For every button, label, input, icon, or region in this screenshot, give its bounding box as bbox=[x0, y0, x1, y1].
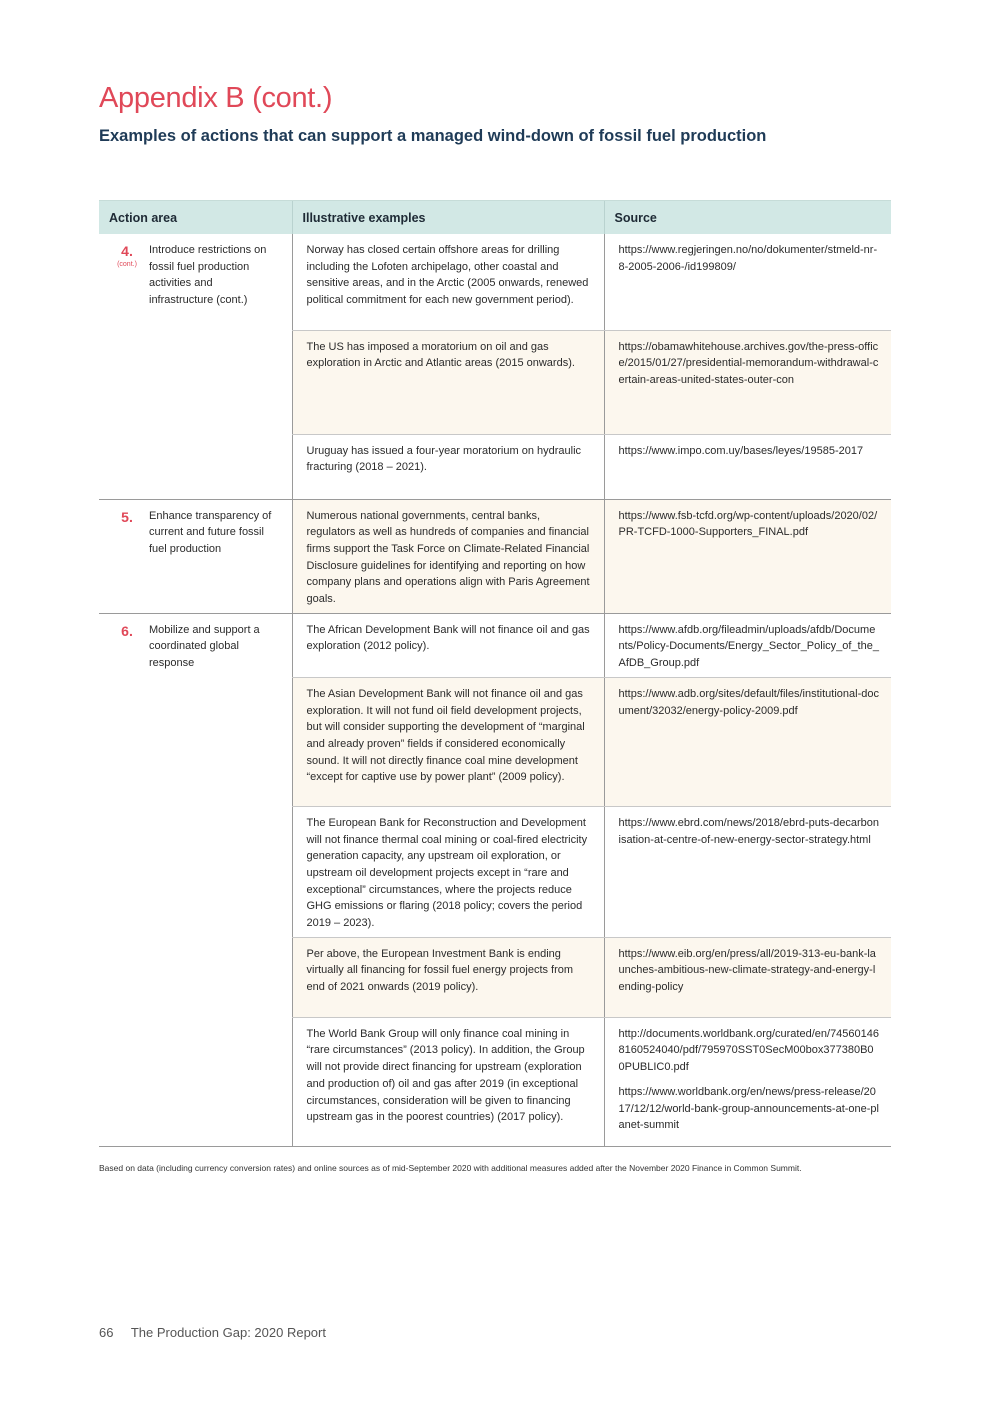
source-link[interactable]: https://www.eib.org/en/press/all/2019-313-eu-bank-launches-ambitious-new-climate-strategy-and-energy-lending-policy bbox=[618, 947, 876, 994]
source-link[interactable]: https://www.regjeringen.no/no/dokumenter/stmeld-nr-8-2005-2006-/id199809/ bbox=[618, 244, 878, 273]
footnote: Based on data (including currency conversion rates) and online sources as of mid-September 2020 with additional measures added after the November 2020 Finance in Common Summit. bbox=[99, 1163, 802, 1173]
source-cell bbox=[604, 677, 891, 806]
source-link[interactable]: https://obamawhitehouse.archives.gov/the-press-office/2015/01/27/presidential-memorandum-withdrawal-certain-areas-united-states-outer-con bbox=[618, 340, 879, 386]
source-cell bbox=[604, 434, 891, 499]
action-area-text: Enhance transparency of current and future fossil fuel production bbox=[149, 509, 272, 555]
source-link[interactable]: https://www.ebrd.com/news/2018/ebrd-puts-decarbonisation-at-centre-of-new-energy-sector-strategy.html bbox=[618, 816, 879, 846]
source-cell bbox=[604, 1017, 891, 1146]
source-link[interactable]: https://www.worldbank.org/en/news/press-release/2017/12/12/world-bank-group-announcements-at-one-planet-summit bbox=[618, 1085, 879, 1132]
source-link[interactable]: https://www.afdb.org/fileadmin/uploads/afdb/Documents/Policy-Documents/Energy_Sector_Policy_of_the_AfDB_Group.pdf bbox=[618, 623, 879, 670]
action-area-5 bbox=[99, 499, 292, 613]
source-cell bbox=[604, 499, 891, 613]
continued-tag: (cont.) bbox=[117, 261, 137, 268]
example-cell: Per above, the European Investment Bank is ending virtually all financing for fossil fuel energy projects from end of 2021 onwards (2019 policy). bbox=[292, 937, 604, 1017]
example-cell: Uruguay has issued a four-year moratorium on hydraulic fracturing (2018 – 2021). bbox=[292, 434, 604, 499]
table-row bbox=[99, 234, 891, 330]
source-link[interactable]: https://www.impo.com.uy/bases/leyes/19585-2017 bbox=[618, 444, 864, 457]
source-cell bbox=[604, 330, 891, 434]
action-number: 6. bbox=[121, 622, 133, 639]
report-title: The Production Gap: 2020 Report bbox=[130, 1325, 326, 1340]
column-header-source: Source bbox=[604, 201, 891, 235]
page-number: 66 bbox=[99, 1325, 114, 1340]
action-area-6 bbox=[99, 613, 292, 1146]
example-cell: The European Bank for Reconstruction and Development will not finance thermal coal mining or coal-fired electricity generation capacity, any upstream oil exploration, or upstream oil development projects except in “rare and exceptional” circumstances, where the projects reduce GHG emissions or flaring (2018 policy; covers the period 2019 – 2023). bbox=[292, 806, 604, 937]
example-cell: Numerous national governments, central banks, regulators as well as hundreds of companies and financial firms support the Task Force on Climate-Related Financial Disclosure guidelines for identifying and reporting on how company plans and operations align with Paris Agreement goals. bbox=[292, 499, 604, 613]
source-cell bbox=[604, 613, 891, 677]
example-cell: The African Development Bank will not finance oil and gas exploration (2012 policy). bbox=[292, 613, 604, 677]
source-cell bbox=[604, 937, 891, 1017]
column-header-action-area: Action area bbox=[99, 201, 292, 235]
actions-table bbox=[99, 200, 891, 1147]
example-cell: The World Bank Group will only finance coal mining in “rare circumstances” (2013 policy). In addition, the Group will not provide direct financing for upstream (exploration and production of) oil and gas after 2019 (in exceptional circumstances, consideration will be given to financing upstream gas in the poorest countries) (2017 policy). bbox=[292, 1017, 604, 1146]
action-area-4 bbox=[99, 234, 292, 499]
action-number: 4. bbox=[121, 243, 133, 259]
page-footer bbox=[99, 1325, 326, 1340]
source-link[interactable]: https://www.adb.org/sites/default/files/institutional-document/32032/energy-policy-2009.pdf bbox=[618, 687, 879, 717]
action-area-text: Introduce restrictions on fossil fuel production activities and infrastructure (cont.) bbox=[149, 244, 267, 307]
source-link[interactable]: http://documents.worldbank.org/curated/en/745601468160524040/pdf/795970SST0SecM00box377380B00PUBLIC0.pdf bbox=[618, 1027, 880, 1074]
source-cell bbox=[604, 806, 891, 937]
action-area-text: Mobilize and support a coordinated global response bbox=[149, 623, 260, 670]
example-cell: Norway has closed certain offshore areas for drilling including the Lofoten archipelago, other coastal and sensitive areas, and in the Arctic (2005 onwards, renewed political commitment for each new government period). bbox=[292, 234, 604, 330]
table-row bbox=[99, 613, 891, 677]
page-subtitle: Examples of actions that can support a managed wind-down of fossil fuel production bbox=[99, 127, 767, 145]
column-header-illustrative-examples: Illustrative examples bbox=[292, 201, 604, 235]
table-header-row bbox=[99, 201, 891, 235]
example-cell: The Asian Development Bank will not finance oil and gas exploration. It will not fund oil field development projects, but will consider supporting the development of “marginal and already proven” fields if considered economically sound. It will not directly finance coal mine development “except for captive use by power plant” (2009 policy). bbox=[292, 677, 604, 806]
page-title: Appendix B (cont.) bbox=[99, 82, 333, 114]
source-cell bbox=[604, 234, 891, 330]
action-number: 5. bbox=[121, 508, 133, 525]
source-link[interactable]: https://www.fsb-tcfd.org/wp-content/uploads/2020/02/PR-TCFD-1000-Supporters_FINAL.pdf bbox=[618, 509, 878, 539]
table-row bbox=[99, 499, 891, 613]
example-cell: The US has imposed a moratorium on oil and gas exploration in Arctic and Atlantic areas (2015 onwards). bbox=[292, 330, 604, 434]
